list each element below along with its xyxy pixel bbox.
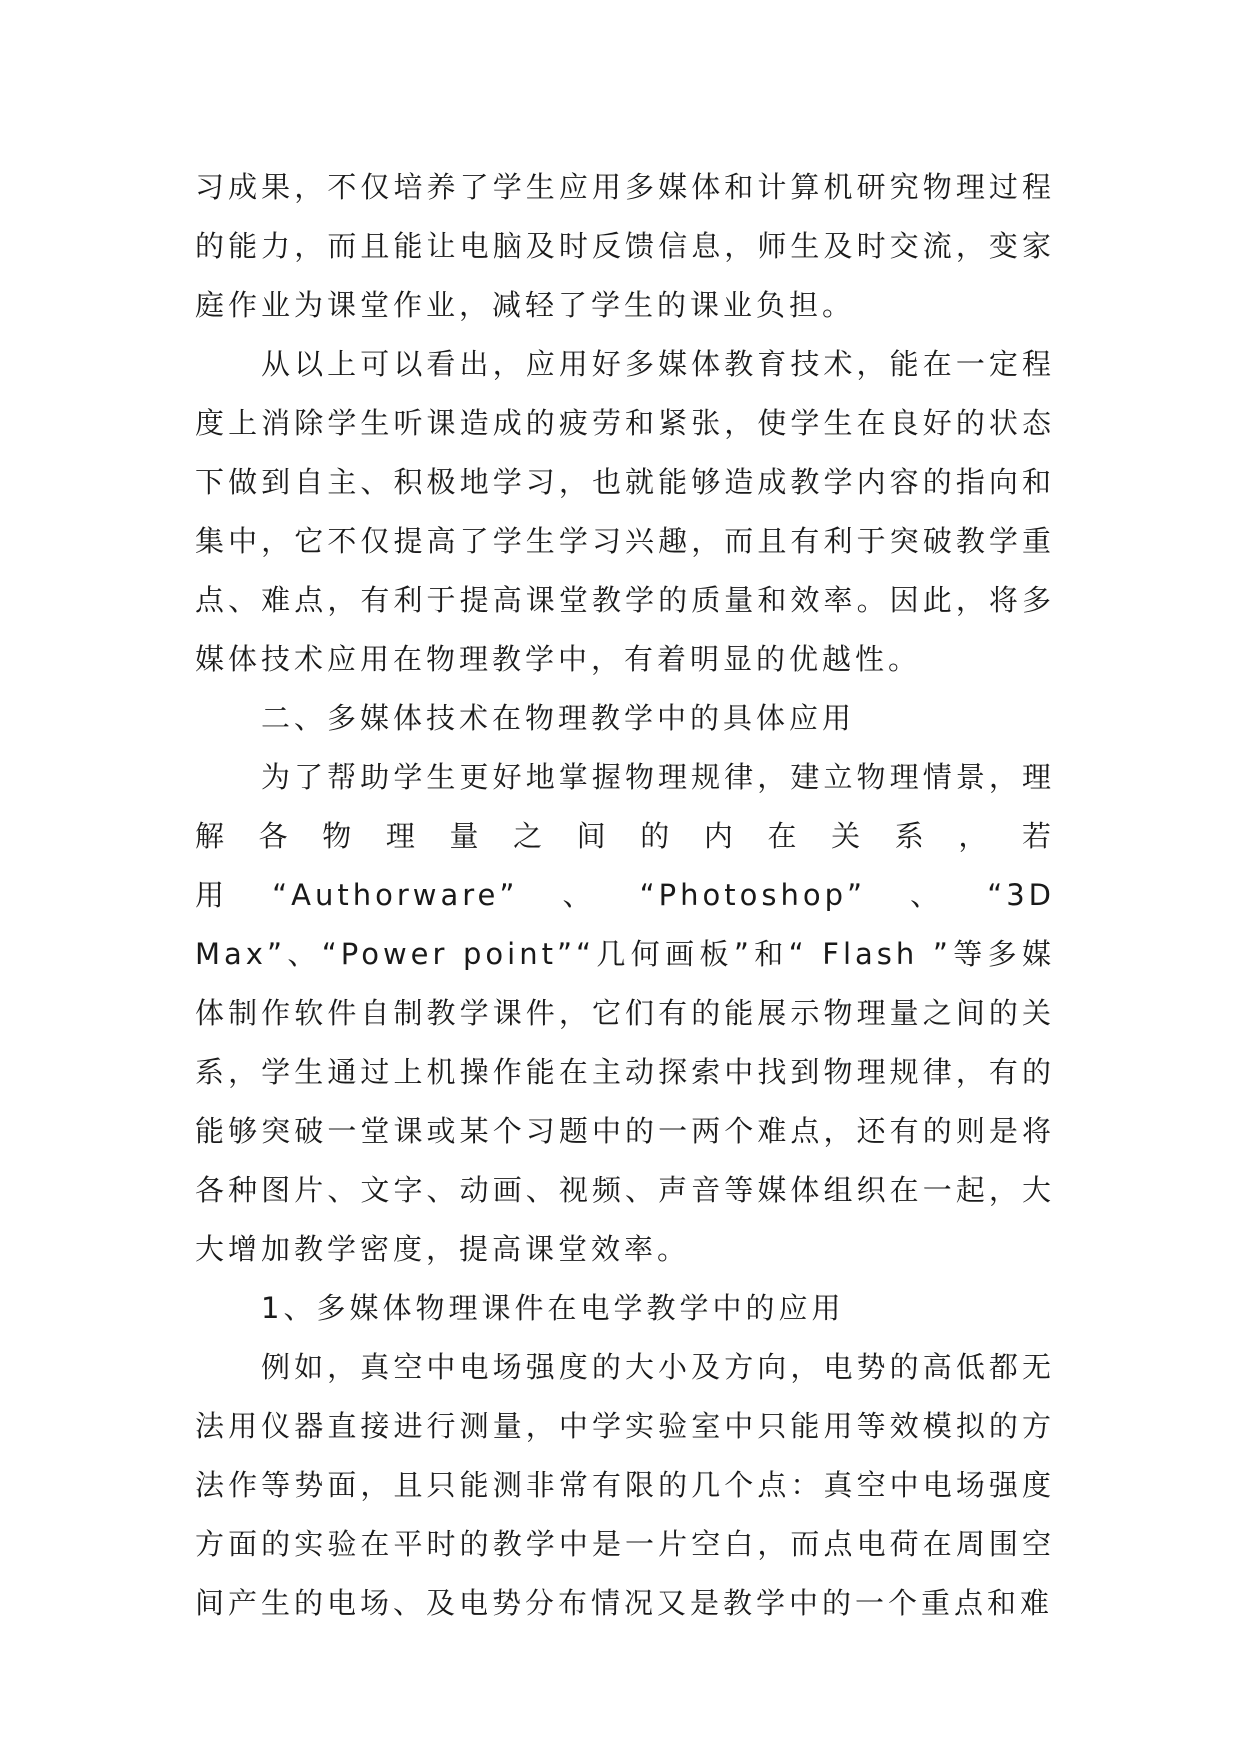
section-heading-applications: 二、多媒体技术在物理教学中的具体应用 — [261, 701, 856, 735]
document-body — [195, 158, 1055, 1633]
paragraph-electric-field: 例如，真空中电场强度的大小及方向，电势的高低都无法用仪器直接进行测量，中学实验室中只能用等效模拟的方法作等势面，且只能测非常有限的几个点：真空中电场强度方面的实验在平时的教学中是一片空白，而点电荷在周围空间产生的电场、及电势分布情况又是教学中的一个重点和难 — [195, 1350, 1055, 1620]
paragraph-continuation: 习成果，不仅培养了学生应用多媒体和计算机研究物理过程的能力，而且能让电脑及时反馈信息，师生及时交流，变家庭作业为课堂作业，减轻了学生的课业负担。 — [195, 170, 1055, 322]
paragraph-advantages: 从以上可以看出，应用好多媒体教育技术，能在一定程度上消除学生听课造成的疲劳和紧张，使学生在良好的状态下做到自主、积极地学习，也就能够造成教学内容的指向和集中，它不仅提高了学生学习兴趣，而且有利于突破教学重点、难点，有利于提高课堂教学的质量和效率。因此，将多媒体技术应用在物理教学中，有着明显的优越性。 — [195, 347, 1055, 676]
paragraph-software: 为了帮助学生更好地掌握物理规律，建立物理情景，理解各物理量之间的内在关系，若用“Authorware”、“Photoshop”、“3D Max”、“Power point”“几何画板”和“ Flash ”等多媒体制作软件自制教学课件，它们有的能展示物理量之间的关系，学生通过上机操作能在主动探索中找到物理规律，有的能够突破一堂课或某个习题中的一两个难点，还有的则是将各种图片、文字、动画、视频、声音等媒体组织在一起，大大增加教学密度，提高课堂效率。 — [195, 760, 1055, 1266]
subsection-heading-electricity: 1、多媒体物理课件在电学教学中的应用 — [261, 1291, 845, 1325]
